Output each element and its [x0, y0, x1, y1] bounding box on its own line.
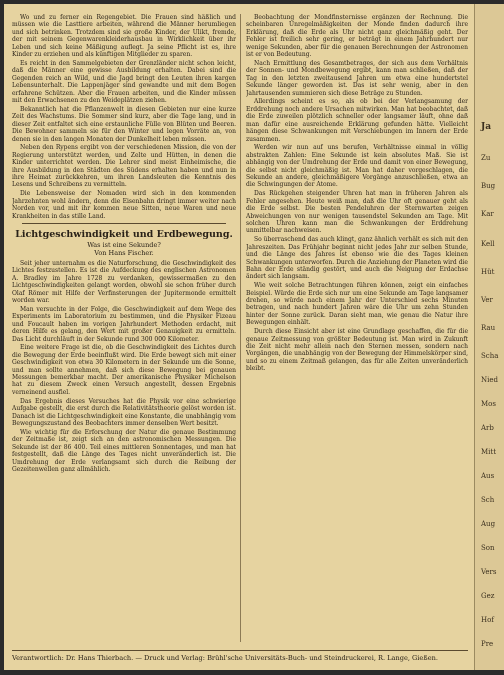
fragment: Mos [481, 400, 496, 408]
article-byline: Von Hans Fischer. [94, 248, 154, 257]
newspaper-page [4, 4, 474, 670]
fragment: Arb [481, 424, 494, 432]
paragraph: Wie wichtig für die Erforschung der Natur die genaue Bestimmung der Zeitmaße ist, zeigt sich an den astronomischen Messungen. Die Sekunde ist der 86 400. Teil eines mittleren Sonnentages, und man hat festgestellt, daß die Länge des Tages nicht unveränderlich ist. Die Umdrehung der Erde verlangsamt sich durch die Reibung der Gezeitenwellen ganz allmählich. [12, 428, 236, 473]
paragraph: Wie weit solche Betrachtungen führen können, zeigt ein einfaches Beispiel. Würde die Erde sich nur um eine Sekunde am Tage langsamer drehen, so würde nach einem Jahr der Unterschied sechs Minuten betragen, und nach hundert Jahren wäre die Uhr um zehn Stunden hinter der Sonne zurück. Daran sieht man, wie genau die Natur ihre Bewegungen einhält. [246, 282, 468, 327]
fragment: Bug [481, 182, 496, 190]
paragraph: Werden wir nun auf uns berufen, Verhältnisse einmal in völlig abstrakten Zahlen: Eine Sekunde ist kein absolutes Maß. Sie ist abhängig von der Umdrehung der Erde und damit von einer Bewegung, die selbst nicht gleichmäßig ist. Man hat daher vorgeschlagen, die Sekunde an andere, gleichmäßigere Vorgänge anzuschließen, etwa an die Schwingungen der Atome. [246, 144, 468, 189]
paragraph: Eine weitere Frage ist die, ob die Geschwindigkeit des Lichtes durch die Bewegung der Erde beeinflußt wird. Die Erde bewegt sich mit einer Geschwindigkeit von etwa 30 Kilometern in der Sekunde um die Sonne, und man sollte annehmen, daß sich diese Bewegung bei genauen Messungen bemerkbar macht. Der amerikanische Physiker Michelson hat zu diesem Zweck einen Versuch angestellt, dessen Ergebnis verneinend ausfiel. [12, 344, 236, 396]
fragment: Sch [481, 496, 495, 504]
fragment: Hüt [481, 268, 495, 276]
fragment: Mitt [481, 448, 497, 456]
fragment: Hof [481, 616, 494, 624]
paragraph: Das Ergebnis dieses Versuches hat die Physik vor eine schwierige Aufgabe gestellt, die erst durch die Relativitätstheorie gelöst worden ist. Danach ist die Lichtgeschwindigkeit eine Konstante, die unabhängig vom Bewegungszustand des Beobachters immer denselben Wert besitzt. [12, 397, 236, 427]
fragment: Aus [481, 472, 495, 480]
fragment: Scha [481, 352, 499, 360]
article-subtitle: Was ist eine Sekunde? [87, 240, 161, 249]
paragraph: Das Rückgehen steigender Uhren hat man in früheren Jahren als Fehler angesehen. Heute weiß man, daß die Uhr oft genauer geht als die Erde selbst. Die besten Pendeluhren der Sternwarten zeigen Abweichungen von nur wenigen tausendstel Sekunden am Tage. Mit solchen Uhren kann man die Schwankungen der Erddrehung unmittelbar nachweisen. [246, 190, 468, 235]
paragraph: Allerdings scheint es so, als ob bei der Verlangsamung der Erddrehung noch andere Ursachen mitwirken. Man hat beobachtet, daß die Erde zuweilen plötzlich schneller oder langsamer läuft, ohne daß man dafür eine ausreichende Erklärung gefunden hätte. Vielleicht hängen diese Schwankungen mit Verschiebungen im Innern der Erde zusammen. [246, 98, 468, 143]
fragment: Vers [481, 568, 497, 576]
fragment: Kar [481, 210, 494, 218]
fragment: Pre [481, 640, 494, 648]
fragment: Son [481, 544, 495, 552]
divider [22, 223, 226, 224]
column-divider [240, 14, 241, 642]
fragment: Kell [481, 240, 495, 248]
fragment: Gez [481, 592, 495, 600]
paragraph: Seit jeher unternahm es die Naturforschung, die Geschwindigkeit des Lichtes festzustellen. Es ist die Aufdeckung des englischen Astronomen A. Bradley im Jahre 1728 zu verdanken, gewissermaßen zu den Lichtgeschwindigkeiten gelangt worden, obwohl sie schon früher durch Olaf Römer mit Hilfe der Verfinsterungen der Jupitermonde ermittelt worden war. [12, 259, 236, 304]
right-column [246, 14, 468, 644]
paragraph: Bekanntlich hat die Pflanzenwelt in diesen Gebieten nur eine kurze Zeit des Wachstums. Die Sommer sind kurz, aber die Tage lang, und in dieser Zeit entfaltet sich eine erstaunliche Fülle von Blüten und Beeren. Die Bewohner sammeln sie für den Winter und legen Vorräte an, von denen sie in den langen Monaten der Dunkelheit leben müssen. [12, 105, 236, 143]
paragraph: Die Lebensweise der Nomaden wird sich in den kommenden Jahrzehnten wohl ändern, denn die Eisenbahn dringt immer weiter nach Norden vor, und mit ihr kommen neue Sitten, neue Waren und neue Krankheiten in das stille Land. [12, 190, 236, 220]
paragraph: So überraschend das auch klingt, ganz ähnlich verhält es sich mit den Jahreszeiten. Das Frühjahr beginnt nicht jedes Jahr zur selben Stunde, und die Länge des Jahres ist ebenso wie die des Tages kleinen Schwankungen unterworfen. Durch die Anziehung der Planeten wird die Bahn der Erde ständig gestört, und auch die Neigung der Erdachse ändert sich langsam. [246, 236, 468, 281]
imprint-footer: Verantwortlich: Dr. Hans Thierbach. — Druck und Verlag: Brühl'sche Universitäts-Buch- und Steindruckerei, R. Lange, Gießen. [12, 650, 468, 662]
fragment: Nied [481, 376, 498, 384]
paragraph: Man versuchte in der Folge, die Geschwindigkeit auf dem Wege des Experiments im Laboratorium zu bestimmen, und die Physiker Fizeau und Foucault haben im vorigen Jahrhundert Methoden erdacht, mit deren Hilfe es gelang, den Wert mit großer Genauigkeit zu ermitteln. Das Licht durchläuft in der Sekunde rund 300 000 Kilometer. [12, 305, 236, 343]
fragment: Aug [481, 520, 496, 528]
paragraph: Wo und zu ferner ein Regengebiet. Die Frauen sind häßlich und müssen wie die Lasttiere arbeiten, während die Männer herumliegen und sich betrinken. Trotzdem sind sie große Kinder, der Ulikt, fremde, der mit seinem Gegenwarenkleiderhausbau in Wirklichkeit über ihr Leben und sich keine Mäßigung auflegt. Ja seine Pflicht ist es, ihre Kinder zu erziehen und als künftigen Mitglieder zu sparen. [12, 14, 236, 59]
paragraph: Beobachtung der Mondfinsternisse ergänzen der Rechnung. Die scheinbaren Unregelmäßigkeiten der Monde finden dadurch ihre Erklärung, daß die Erde als Uhr nicht ganz gleichmäßig geht. Der Fehler ist freilich sehr gering, er beträgt in einem Jahrhundert nur wenige Sekunden, aber für die genauen Berechnungen der Astronomen ist er von Bedeutung. [246, 14, 468, 59]
fragment: Ja [481, 122, 492, 132]
article-title: Lichtgeschwindigkeit und Erdbewegung. [15, 228, 233, 240]
fragment: Rau [481, 324, 496, 332]
paragraph: Nach Ermittlung des Gesamtbetrages, der sich aus dem Verhältnis der Sonnen- und Mondbewegung ergibt, kann man schließen, daß der Tag in den letzten zweitausend Jahren um etwa eine hundertstel Sekunde länger geworden ist. Das ist sehr wenig, aber in den Jahrtausenden summieren sich diese Beträge zu Stunden. [246, 59, 468, 97]
paragraph: Neben den Rypens ergibt von der verschiedenen Mission, die von der Regierung unterstützt werden, und Zelte und Hütten, in denen die Kinder unterrichtet werden. Die Lehrer sind meist Einheimische, die ihre Ausbildung in den Städten des Südens erhalten haben und nun in ihre Heimat zurückkehren, um ihren Landsleuten die Kenntnis des Lesens und Schreibens zu vermitteln. [12, 144, 236, 189]
paragraph: Es reicht in den Sammelgebieten der Grenzländer nicht schon leicht, daß die Männer eine gewisse Ausbildung erhalten. Dabei sind die Gegenden reich an Wild, und die Jagd bringt den Leuten ihren kargen Lebensunterhalt. Die Lappenjäger sind gewandte und mit dem Bogen erfahrene Schützen. Aber die Frauen arbeiten, und die Kinder müssen mit den Erwachsenen zu den Weideplätzen ziehen. [12, 59, 236, 104]
adjacent-page-edge [474, 4, 504, 670]
fragment: Zu [481, 154, 491, 162]
left-column [12, 14, 236, 644]
paragraph: Durch diese Einsicht aber ist eine Grundlage geschaffen, die für die genaue Zeitmessung von größter Bedeutung ist. Man wird in Zukunft die Zeit nicht mehr allein nach den Sternen messen, sondern nach Vorgängen, die unabhängig von der Bewegung der Himmelskörper sind, und so zu einem Zeitmaß gelangen, das für alle Zeiten unveränderlich bleibt. [246, 328, 468, 373]
fragment: Ver [481, 296, 493, 304]
